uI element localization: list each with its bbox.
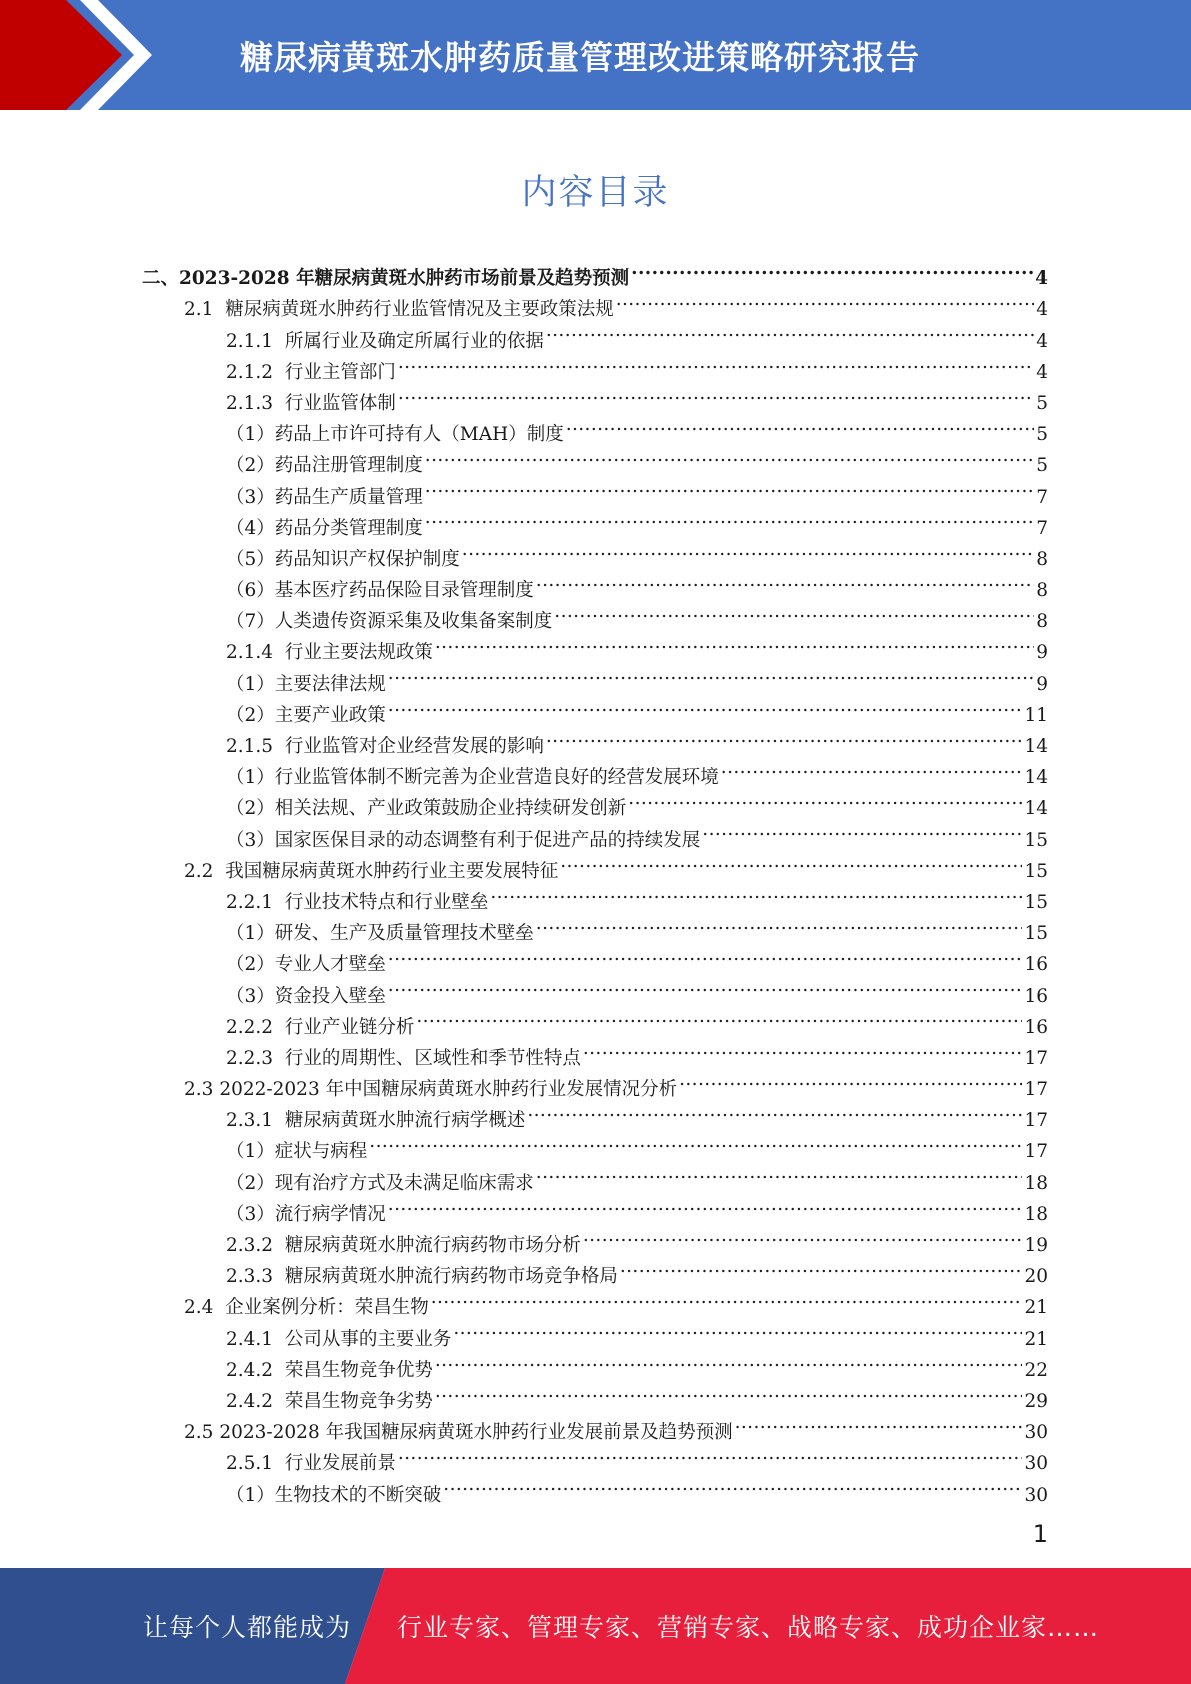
toc-entry-title: 行业主要法规政策 xyxy=(284,642,433,664)
toc-entry[interactable] xyxy=(0,1126,1191,1163)
toc-entry-page: 16 xyxy=(1024,954,1048,976)
toc-entry-page: 17 xyxy=(1024,1141,1048,1163)
toc-entry-page: 8 xyxy=(1036,611,1048,633)
toc-entry[interactable] xyxy=(0,1033,1191,1069)
toc-entry-number: （3） xyxy=(226,829,275,851)
toc-entry-page: 7 xyxy=(1036,486,1048,508)
toc-entry-number: 2.1 xyxy=(184,299,226,321)
toc-entry-title: 药品知识产权保护制度 xyxy=(274,548,460,570)
toc-entry-number: 2.3.1 xyxy=(226,1110,285,1132)
toc-entry-title: 糖尿病黄斑水肿流行病药物市场竞争格局 xyxy=(284,1266,618,1288)
toc-entry-number: （1） xyxy=(226,923,275,945)
toc-entry[interactable] xyxy=(0,534,1191,570)
toc-entry-page: 15 xyxy=(1024,829,1048,851)
toc-entry[interactable] xyxy=(0,347,1191,383)
chevron-logo-icon xyxy=(0,0,160,110)
toc-entry-number: 2.5.1 xyxy=(226,1453,285,1475)
toc-entry[interactable] xyxy=(0,1189,1191,1225)
toc-entry-page: 7 xyxy=(1036,517,1048,539)
toc-entry-number: 2.1.2 xyxy=(226,361,285,383)
toc-entry-page: 8 xyxy=(1036,548,1048,570)
toc-dot-leader xyxy=(388,939,1023,970)
toc-entry-page: 9 xyxy=(1036,642,1048,664)
toc-entry-number: 2.2 xyxy=(184,860,226,882)
toc-entry-number: （4） xyxy=(226,517,275,539)
toc-entry-number: （3） xyxy=(226,486,275,508)
toc-entry-title: 药品分类管理制度 xyxy=(274,517,423,539)
toc-dot-leader xyxy=(631,253,1033,284)
toc-entry-title: 行业主管部门 xyxy=(284,361,396,383)
toc-entry-number: （1） xyxy=(226,767,275,789)
toc-entry-page: 29 xyxy=(1024,1390,1048,1412)
toc-dot-leader xyxy=(490,877,1022,908)
toc-dot-leader xyxy=(536,908,1023,939)
toc-entry-page: 8 xyxy=(1036,580,1048,602)
toc-entry[interactable] xyxy=(0,1157,1191,1194)
toc-entry-page: 30 xyxy=(1024,1484,1048,1506)
toc-entry-title: 企业案例分析：荣昌生物 xyxy=(225,1297,429,1319)
toc-entry-number: （3） xyxy=(226,985,275,1007)
toc-entry[interactable] xyxy=(0,1251,1191,1288)
toc-entry-number: （2） xyxy=(226,1172,275,1194)
toc-entry-title: 资金投入壁垒 xyxy=(274,985,386,1007)
toc-dot-leader xyxy=(388,658,1034,689)
toc-dot-leader xyxy=(583,1220,1023,1251)
footer-band xyxy=(0,1568,1191,1684)
toc-dot-leader xyxy=(735,1407,1023,1438)
toc-entry-number: 2.5 xyxy=(184,1422,220,1444)
toc-entry-title: 基本医疗药品保险目录管理制度 xyxy=(274,580,534,602)
toc-entry-number: （3） xyxy=(226,1203,275,1225)
toc-entry-number: （1） xyxy=(226,673,275,695)
toc-entry-number: （1） xyxy=(226,1141,275,1163)
toc-entry-page: 17 xyxy=(1024,1047,1048,1069)
toc-entry-page: 15 xyxy=(1024,860,1048,882)
toc-dot-leader xyxy=(443,1469,1022,1500)
toc-dot-leader xyxy=(431,1282,1023,1313)
toc-entry-number: 2.2.1 xyxy=(226,891,285,913)
toc-entry-page: 16 xyxy=(1024,1016,1048,1038)
toc-heading: 内容目录 xyxy=(521,173,670,213)
report-title: 糖尿病黄斑水肿药质量管理改进策略研究报告 xyxy=(240,37,920,77)
toc-entry-title: 行业监管体制不断完善为企业营造良好的经营发展环境 xyxy=(274,767,719,789)
toc-entry-page: 19 xyxy=(1024,1235,1048,1256)
toc-entry[interactable] xyxy=(0,503,1191,539)
toc-dot-leader xyxy=(425,503,1034,534)
toc-entry-page: 11 xyxy=(1024,704,1048,726)
toc-dot-leader xyxy=(527,1095,1022,1126)
toc-entry-page: 4 xyxy=(1035,268,1048,290)
toc-entry[interactable] xyxy=(0,939,1191,976)
toc-dot-leader xyxy=(679,1064,1022,1095)
toc-entry[interactable] xyxy=(0,1469,1191,1506)
toc-entry-number: （6） xyxy=(226,580,275,602)
toc-entry-number: 2.1.4 xyxy=(226,642,285,664)
toc-dot-leader xyxy=(462,534,1034,565)
toc-entry-title: 研发、生产及质量管理技术壁垒 xyxy=(274,923,534,945)
toc-entry-page: 5 xyxy=(1036,424,1048,446)
toc-entry-number: （7） xyxy=(226,611,275,633)
toc-entry-number: （5） xyxy=(226,548,275,570)
toc-entry-page: 18 xyxy=(1024,1172,1048,1194)
toc-entry-title: 流行病学情况 xyxy=(274,1203,386,1225)
toc-entry-number: 2.4.1 xyxy=(226,1328,285,1350)
toc-entry[interactable] xyxy=(0,877,1191,913)
toc-entry-number: 2.3 xyxy=(184,1079,220,1101)
toc-entry[interactable] xyxy=(0,627,1191,664)
toc-entry-title: 2022-2023 年中国糖尿病黄斑水肿药行业发展情况分析 xyxy=(219,1079,678,1101)
toc-dot-leader xyxy=(566,409,1035,440)
toc-entry-page: 20 xyxy=(1024,1266,1048,1288)
toc-entry-page: 4 xyxy=(1036,361,1048,383)
toc-entry-number: 2.1.1 xyxy=(226,330,285,352)
toc-entry[interactable] xyxy=(0,846,1191,882)
toc-entry-number: 2.2.3 xyxy=(226,1047,285,1069)
footer-slogan-right: 行业专家、管理专家、营销专家、战略专家、成功企业家…… xyxy=(397,1613,1100,1642)
toc-dot-leader xyxy=(425,440,1034,471)
toc-entry-title: 我国糖尿病黄斑水肿药行业主要发展特征 xyxy=(225,860,559,882)
toc-entry-page: 5 xyxy=(1036,455,1048,477)
toc-entry-title: 所属行业及确定所属行业的依据 xyxy=(284,330,544,352)
toc-entry-number: 2.4.2 xyxy=(226,1359,285,1381)
toc-entry-number: （1） xyxy=(226,424,275,446)
toc-entry-page: 22 xyxy=(1024,1359,1048,1381)
toc-dot-leader xyxy=(388,690,1023,721)
toc-entry[interactable] xyxy=(0,721,1191,757)
toc-entry[interactable] xyxy=(0,315,1191,352)
toc-entry[interactable] xyxy=(0,1407,1191,1444)
toc-dot-leader xyxy=(702,814,1022,845)
toc-entry-number: 2.2.2 xyxy=(226,1016,285,1038)
toc-entry[interactable] xyxy=(0,1002,1191,1038)
table-of-contents xyxy=(0,253,1191,1506)
toc-entry-number: 2.3.3 xyxy=(226,1266,285,1288)
toc-dot-leader xyxy=(388,1189,1023,1220)
toc-entry-title: 行业的周期性、区域性和季节性特点 xyxy=(284,1047,581,1069)
toc-entry-page: 4 xyxy=(1036,299,1048,321)
toc-dot-leader xyxy=(435,1376,1023,1407)
toc-dot-leader xyxy=(388,970,1023,1001)
toc-entry-number: 2.4.2 xyxy=(226,1390,285,1412)
toc-entry[interactable] xyxy=(0,1438,1191,1475)
toc-entry-title: 糖尿病黄斑水肿流行病学概述 xyxy=(284,1110,526,1132)
toc-entry[interactable] xyxy=(0,1220,1191,1256)
toc-entry-page: 30 xyxy=(1024,1422,1048,1444)
toc-dot-leader xyxy=(435,1345,1023,1376)
toc-entry-title: 行业技术特点和行业壁垒 xyxy=(284,891,489,913)
toc-dot-leader xyxy=(369,1126,1022,1157)
toc-entry[interactable] xyxy=(0,690,1191,726)
toc-entry-title: 生物技术的不断突破 xyxy=(274,1484,442,1506)
toc-entry[interactable] xyxy=(0,471,1191,508)
toc-entry-title: 主要产业政策 xyxy=(274,704,386,726)
toc-dot-leader xyxy=(435,627,1034,658)
toc-entry[interactable] xyxy=(0,253,1191,290)
toc-entry-title: 行业发展前景 xyxy=(284,1453,396,1475)
toc-entry-title: 人类遗传资源采集及收集备案制度 xyxy=(274,611,553,633)
toc-dot-leader xyxy=(554,596,1034,627)
toc-dot-leader xyxy=(425,471,1034,502)
footer-slogan-left: 让每个人都能成为 xyxy=(143,1613,352,1642)
toc-dot-leader xyxy=(560,846,1022,877)
toc-entry-page: 17 xyxy=(1024,1110,1048,1132)
toc-entry-number: （2） xyxy=(226,704,275,726)
toc-entry-page: 5 xyxy=(1036,392,1048,414)
toc-entry-title: 2023-2028 年我国糖尿病黄斑水肿药行业发展前景及趋势预测 xyxy=(219,1422,733,1444)
toc-dot-leader xyxy=(620,1251,1023,1282)
toc-entry-page: 9 xyxy=(1036,673,1048,695)
toc-entry-title: 公司从事的主要业务 xyxy=(284,1328,452,1350)
toc-entry-title: 荣昌生物竞争劣势 xyxy=(284,1390,433,1412)
toc-entry[interactable] xyxy=(0,1376,1191,1412)
toc-dot-leader xyxy=(536,565,1034,596)
toc-entry-title: 专业人才壁垒 xyxy=(274,954,386,976)
toc-entry-page: 4 xyxy=(1036,330,1048,352)
toc-entry-number: 2.3.2 xyxy=(226,1235,285,1256)
toc-entry-page: 30 xyxy=(1024,1453,1048,1475)
toc-entry-number: 2.4 xyxy=(184,1297,226,1319)
toc-entry-number: 2.1.3 xyxy=(226,392,285,414)
toc-entry[interactable] xyxy=(0,596,1191,633)
toc-entry-title: 行业监管体制 xyxy=(284,392,396,414)
toc-entry[interactable] xyxy=(0,409,1191,446)
toc-entry-title: 症状与病程 xyxy=(274,1141,368,1163)
toc-entry-page: 15 xyxy=(1024,923,1048,945)
toc-entry-title: 药品注册管理制度 xyxy=(274,455,423,477)
toc-dot-leader xyxy=(416,1002,1022,1033)
toc-entry-title: 药品生产质量管理 xyxy=(274,486,423,508)
toc-entry-page: 14 xyxy=(1024,767,1048,789)
toc-dot-leader xyxy=(398,378,1034,409)
toc-entry-title: 现有治疗方式及未满足临床需求 xyxy=(274,1172,534,1194)
toc-dot-leader xyxy=(628,783,1022,814)
toc-entry-title: 糖尿病黄斑水肿药行业监管情况及主要政策法规 xyxy=(225,299,614,321)
toc-entry-title: 行业产业链分析 xyxy=(284,1016,415,1038)
toc-entry-number: （2） xyxy=(226,455,275,477)
toc-entry-title: 行业监管对企业经营发展的影响 xyxy=(284,736,544,757)
toc-entry[interactable] xyxy=(0,658,1191,695)
toc-entry-number: （1） xyxy=(226,1484,275,1506)
toc-entry-number: 2.1.5 xyxy=(226,736,285,757)
page-number: 1 xyxy=(1032,1520,1048,1548)
toc-entry-title: 糖尿病黄斑水肿流行病药物市场分析 xyxy=(284,1235,581,1256)
toc-entry-page: 18 xyxy=(1024,1203,1048,1225)
toc-entry[interactable] xyxy=(0,1282,1191,1319)
toc-dot-leader xyxy=(546,315,1034,346)
toc-entry-page: 14 xyxy=(1024,736,1048,757)
toc-dot-leader xyxy=(721,752,1023,783)
toc-entry-title: 药品上市许可持有人（MAH）制度 xyxy=(274,424,564,446)
report-header-band xyxy=(0,0,1191,110)
toc-entry-page: 16 xyxy=(1024,985,1048,1007)
toc-entry[interactable] xyxy=(0,1345,1191,1381)
toc-entry[interactable] xyxy=(0,970,1191,1007)
toc-entry-title: 国家医保目录的动态调整有利于促进产品的持续发展 xyxy=(274,829,701,851)
toc-dot-leader xyxy=(536,1157,1023,1188)
toc-entry-number: 二、 xyxy=(142,268,180,290)
toc-entry[interactable] xyxy=(0,440,1191,477)
toc-dot-leader xyxy=(616,284,1035,315)
toc-entry[interactable] xyxy=(0,1064,1191,1101)
toc-entry-page: 21 xyxy=(1024,1297,1048,1319)
toc-dot-leader xyxy=(398,347,1034,378)
toc-entry-page: 14 xyxy=(1024,798,1048,820)
toc-entry-page: 21 xyxy=(1024,1328,1048,1350)
toc-entry-number: （2） xyxy=(226,798,275,820)
toc-entry-title: 相关法规、产业政策鼓励企业持续研发创新 xyxy=(274,798,627,820)
toc-entry-number: （2） xyxy=(226,954,275,976)
toc-entry-title: 2023-2028 年糖尿病黄斑水肿药市场前景及趋势预测 xyxy=(179,268,630,290)
toc-entry-title: 荣昌生物竞争优势 xyxy=(284,1359,433,1381)
toc-dot-leader xyxy=(453,1313,1022,1344)
toc-entry[interactable] xyxy=(0,1095,1191,1132)
toc-entry-page: 15 xyxy=(1024,891,1048,913)
toc-entry[interactable] xyxy=(0,908,1191,945)
toc-dot-leader xyxy=(583,1033,1023,1064)
toc-entry[interactable] xyxy=(0,378,1191,414)
toc-entry[interactable] xyxy=(0,752,1191,789)
toc-entry-page: 17 xyxy=(1024,1079,1048,1101)
toc-dot-leader xyxy=(546,721,1023,752)
toc-entry[interactable] xyxy=(0,565,1191,602)
toc-entry-title: 主要法律法规 xyxy=(274,673,386,695)
toc-dot-leader xyxy=(398,1438,1023,1469)
toc-entry[interactable] xyxy=(0,1313,1191,1350)
